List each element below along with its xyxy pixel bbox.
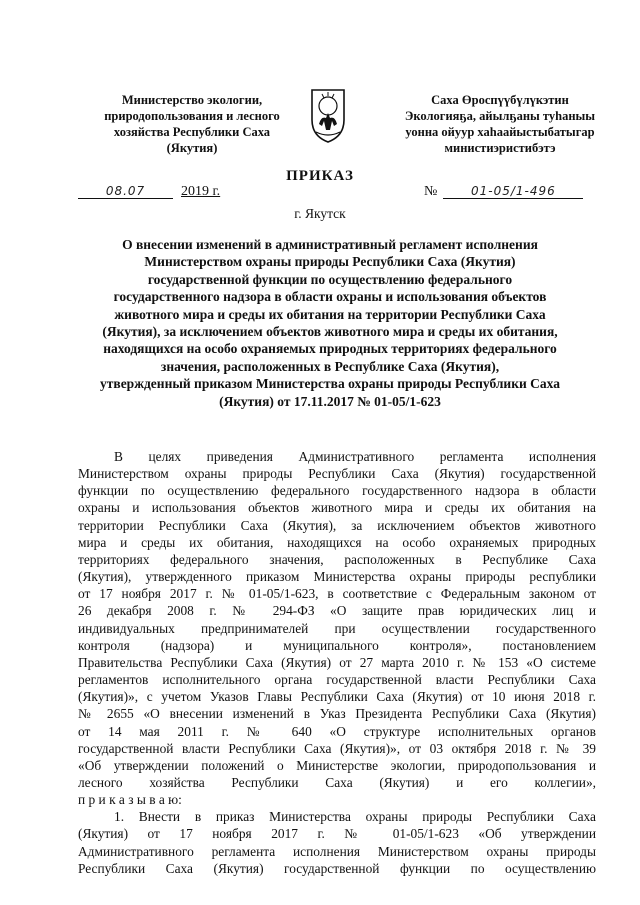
header-left-line: Министерство экологии, <box>121 93 263 107</box>
document-title-line: находящихся на особо охраняемых природных территориях федерального <box>103 341 557 357</box>
body-line: мира и среды их обитания, находящихся на особо охраняемых природных <box>78 534 596 550</box>
handwritten-date: 08.07 <box>78 184 173 199</box>
body-line: от 17 ноября 2017 г. № 01-05/1-623, в соответствие с Федеральным законом от <box>78 586 596 602</box>
body-line: № 2655 «О внесении изменений в Указ Президента Республики Саха (Якутия) <box>78 706 596 722</box>
document-title-line: Министерством охраны природы Республики Саха (Якутия) <box>144 254 516 270</box>
body-line: 26 декабря 2008 г. № 294-ФЗ «О защите прав юридических лиц и <box>78 603 596 619</box>
body-line: Административного регламента исполнения Министерством охраны природы <box>78 843 596 859</box>
order-title: ПРИКАЗ <box>286 168 354 184</box>
coat-of-arms-emblem-icon <box>306 86 350 144</box>
header-right-line: Саха Өроспүүбүлүкэтин <box>431 93 569 107</box>
body-line: (Якутия) от 17 ноября 2017 г. № 01-05/1-623 «Об утверждении <box>78 826 596 842</box>
order-date <box>78 184 220 200</box>
body-line: «Об утверждении положений о Министерстве экологии, природопользования и <box>78 757 596 773</box>
ministry-name-russian <box>92 92 292 156</box>
number-symbol: № <box>424 184 438 199</box>
body-line: территориях федерального значения, расположенных в Республике Саха <box>78 551 596 567</box>
ministry-name-yakut <box>400 92 600 156</box>
body-line: охраны и использования объектов животного мира и среды их обитания на <box>78 500 596 516</box>
header-right-line: министиэристибэтэ <box>444 141 556 155</box>
body-line: Республики Саха (Якутия) государственной функции по осуществлению <box>78 860 596 876</box>
order-number <box>424 184 583 200</box>
handwritten-number: 01-05/1-496 <box>443 184 583 199</box>
body-line: регламентов исполнительного органа государственной власти Республики Саха <box>78 672 596 688</box>
body-line: государственной власти Республики Саха (Якутия)», от 03 октября 2018 г. № 39 <box>78 740 596 756</box>
document-title-line: животного мира и среды их обитания на территории Республики Саха <box>114 306 546 322</box>
document-title-line: государственной функции по осуществлению федерального <box>147 271 513 287</box>
body-line: (Якутия)», с учетом Указов Главы Республики Саха (Якутия) от 10 июня 2018 г. <box>78 689 596 705</box>
header-left-line: (Якутия) <box>166 141 218 155</box>
body-line: функции по осуществлению федерального государственного надзора в области <box>78 483 596 499</box>
document-title-line: (Якутия), за исключением объектов животного мира и среды их обитания, <box>102 324 558 340</box>
header-left-line: природопользования и лесного <box>104 109 280 123</box>
document-title-line: (Якутия) от 17.11.2017 № 01-05/1-623 <box>219 393 441 409</box>
body-line: индивидуальных предпринимателей при осуществлении государственного <box>78 620 596 636</box>
body-line: (Якутия), утвержденного приказом Министерства охраны природы республики <box>78 569 596 585</box>
body-line: В целях приведения Административного регламента исполнения <box>114 449 596 464</box>
header-right-line: уонна ойуур хаһаайыстыбатыгар <box>405 125 595 139</box>
document-title-line: утвержденный приказом Министерства охраны природы Республики Саха <box>100 376 560 392</box>
order-year: 2019 г. <box>181 184 221 199</box>
body-line: Правительства Республики Саха (Якутия) от 27 марта 2010 г. № 153 «О системе <box>78 654 596 670</box>
city: г. Якутск <box>294 206 346 221</box>
document-title <box>70 236 590 410</box>
header-left-line: хозяйства Республики Саха <box>113 125 271 139</box>
body-line: контроля (надзора) и муниципального контроля», постановлением <box>78 637 596 653</box>
body-line: п р и к а з ы в а ю: <box>78 792 182 808</box>
body-line: 1. Внести в приказ Министерства охраны природы Республики Саха <box>114 809 596 825</box>
header-right-line: Экологияҕа, айылҕаны туһаныы <box>404 109 596 123</box>
document-title-line: О внесении изменений в административный регламент исполнения <box>122 237 538 252</box>
body-line: от 14 мая 2011 г. № 640 «О структуре исполнительных органов <box>78 723 596 739</box>
document-title-line: значения, расположенных в Республике Саха (Якутия), <box>160 358 500 374</box>
body-line: территории Республики Саха (Якутия), за исключением объектов животного <box>78 517 596 533</box>
body-line: лесного хозяйства Республики Саха (Якутия) и его коллегии», <box>78 774 596 790</box>
document-title-line: государственного надзора в области охраны и использования объектов <box>113 289 547 305</box>
document-body <box>78 448 596 877</box>
body-line: Министерством охраны природы Республики Саха (Якутия) государственной <box>78 466 596 482</box>
